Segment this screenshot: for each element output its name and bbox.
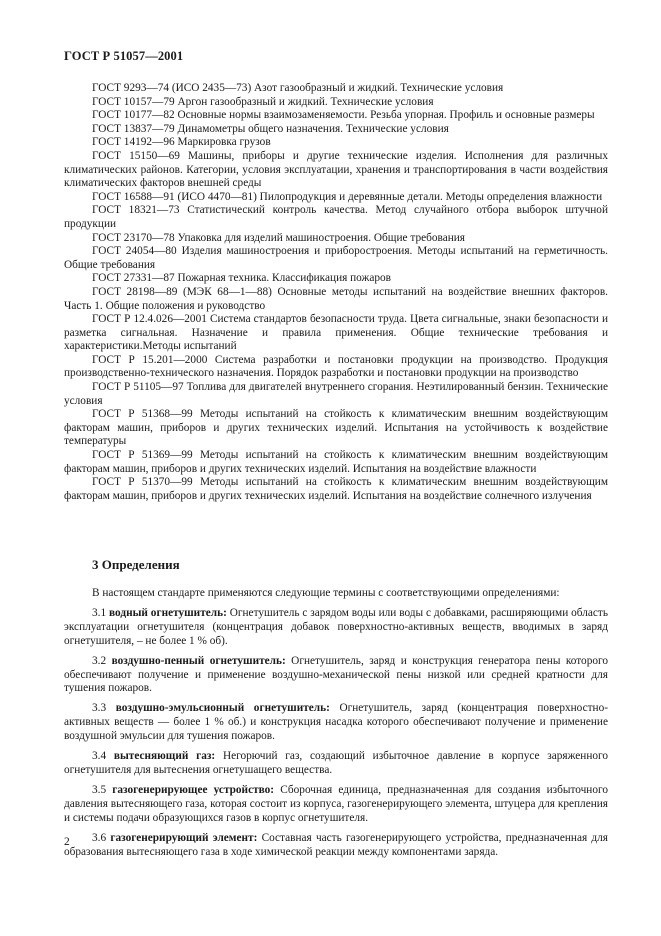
definition-item <box>64 702 608 744</box>
reference-item: ГОСТ 14192—96 Маркировка грузов <box>92 136 271 149</box>
reference-item: ГОСТ Р 51368—99 Методы испытаний на стойкость к климатическим внешним воздействующим факторам машин, приборов и других технических изделий. Испытания на устойчивость к воздействие температуры <box>64 408 608 448</box>
definition-number: 3.4 <box>92 750 107 763</box>
definition-term: водный огнетушитель: <box>109 606 227 619</box>
definition-item <box>64 784 608 826</box>
reference-item: ГОСТ 13837—79 Динамометры общего назначения. Технические условия <box>92 122 449 135</box>
definition-item <box>64 607 608 649</box>
definition-term: воздушно-пенный огнетушитель: <box>111 654 286 667</box>
definition-text: Огнетушитель, заряд и конструкция генератора пены которого обеспечивают получение и применение воздушно-механической пены низкой или средней кратности для тушения пожаров. <box>64 654 608 695</box>
reference-item: ГОСТ 15150—69 Машины, приборы и другие технические изделия. Исполнения для различных климатических районов. Категории, условия эксплуатации, хранения и транспортирования в части воздействия климатических факторов внешней среды <box>64 149 608 190</box>
reference-item: ГОСТ Р 51370—99 Методы испытаний на стойкость к климатическим внешним воздействующим факторам машин, приборов и других технических изделий. Испытания на воздействие солнечного излучения <box>64 476 608 502</box>
definition-text: Составная часть газогенерирующего устройства, предназначенная для образования вытесняющего газа в ходе химической реакции между компонентами заряда. <box>64 831 608 858</box>
reference-item: ГОСТ 18321—73 Статистический контроль качества. Метод случайного отбора выборок штучной продукции <box>64 204 608 230</box>
reference-item: ГОСТ 9293—74 (ИСО 2435—73) Азот газообразный и жидкий. Технические условия <box>92 82 504 94</box>
page-number: 2 <box>64 836 70 848</box>
reference-item: ГОСТ Р 51369—99 Методы испытаний на стойкость к климатическим внешним воздействующим факторам машин, приборов и других технических изделий. Испытания на воздействие влажности <box>64 449 608 475</box>
definition-text: Огнетушитель, заряд (концентрация поверхностно-активных веществ — более 1 % об.) и конструкция насадка которого обеспечивают получение и применение воздушной эмульсии для тушения пожаров. <box>64 702 609 743</box>
definition-number: 3.1 <box>92 606 107 619</box>
reference-item: ГОСТ 24054—80 Изделия машиностроения и приборостроения. Методы испытаний на герметичность. Общие требования <box>64 245 608 271</box>
definition-term: газогенерирующее устройство: <box>112 783 275 796</box>
section-title: 3 Определения <box>92 557 180 572</box>
reference-item: ГОСТ Р 12.4.026—2001 Система стандартов безопасности труда. Цвета сигнальные, знаки безопасности и разметка сигнальная. Назначение и правила применения. Общие технические требования и характеристики.Методы испытаний <box>64 313 608 353</box>
definition-number: 3.5 <box>92 783 107 796</box>
definition-number: 3.2 <box>92 654 107 667</box>
reference-item: ГОСТ 16588—91 (ИСО 4470—81) Пилопродукция и деревянные детали. Методы определения влажности <box>92 190 603 203</box>
reference-item: ГОСТ 27331—87 Пожарная техника. Классификация пожаров <box>92 272 391 285</box>
definition-text: Сборочная единица, предназначенная для создания избыточного давления вытесняющего газа, которая состоит из корпуса, газогенерирующего элемента, штуцера для крепления и системы подачи образующихся газов в корпус огнетушителя. <box>64 783 608 824</box>
reference-item: ГОСТ 23170—78 Упаковка для изделий машиностроения. Общие требования <box>92 231 465 244</box>
normative-references-list <box>64 82 608 503</box>
definition-item <box>64 655 608 697</box>
definition-term: газогенерирующий элемент: <box>110 831 258 844</box>
definition-item <box>64 832 608 860</box>
definitions-list <box>64 587 608 859</box>
reference-item: ГОСТ 10157—79 Аргон газообразный и жидкий. Технические условия <box>92 95 434 108</box>
definition-item <box>64 750 608 778</box>
document-header: ГОСТ Р 51057—2001 <box>64 49 184 63</box>
reference-item: ГОСТ 10177—82 Основные нормы взаимозаменяемости. Резьба упорная. Профиль и основные размеры <box>92 109 595 122</box>
definition-term: вытесняющий газ: <box>113 750 216 763</box>
definition-number: 3.6 <box>92 831 107 844</box>
section-intro: В настоящем стандарте применяются следующие термины с соответствующими определениями: <box>92 587 560 599</box>
reference-item: ГОСТ Р 51105—97 Топлива для двигателей внутреннего сгорания. Неэтилированный бензин. Технические условия <box>64 381 608 407</box>
definition-text: Негорючий газ, создающий избыточное давление в корпусе заряженного огнетушителя для вытеснения огнетушащего вещества. <box>64 750 609 776</box>
reference-item: ГОСТ 28198—89 (МЭК 68—1—88) Основные методы испытаний на воздействие внешних факторов. Часть 1. Общие положения и руководство <box>64 285 608 312</box>
definition-term: воздушно-эмульсионный огнетушитель: <box>115 702 330 715</box>
definition-text: Огнетушитель с зарядом воды или воды с добавками, расширяющими область эксплуатации огнетушителя (концентрация добавок поверхностно-активных веществ, вводимых в заряд огнетушителя, – не более 1 % об). <box>64 606 608 647</box>
reference-item: ГОСТ Р 15.201—2000 Система разработки и постановки продукции на производство. Продукция производственно-технического назначения. Порядок разработки и постановки продукции на производство <box>64 353 608 380</box>
definition-number: 3.3 <box>92 702 107 715</box>
